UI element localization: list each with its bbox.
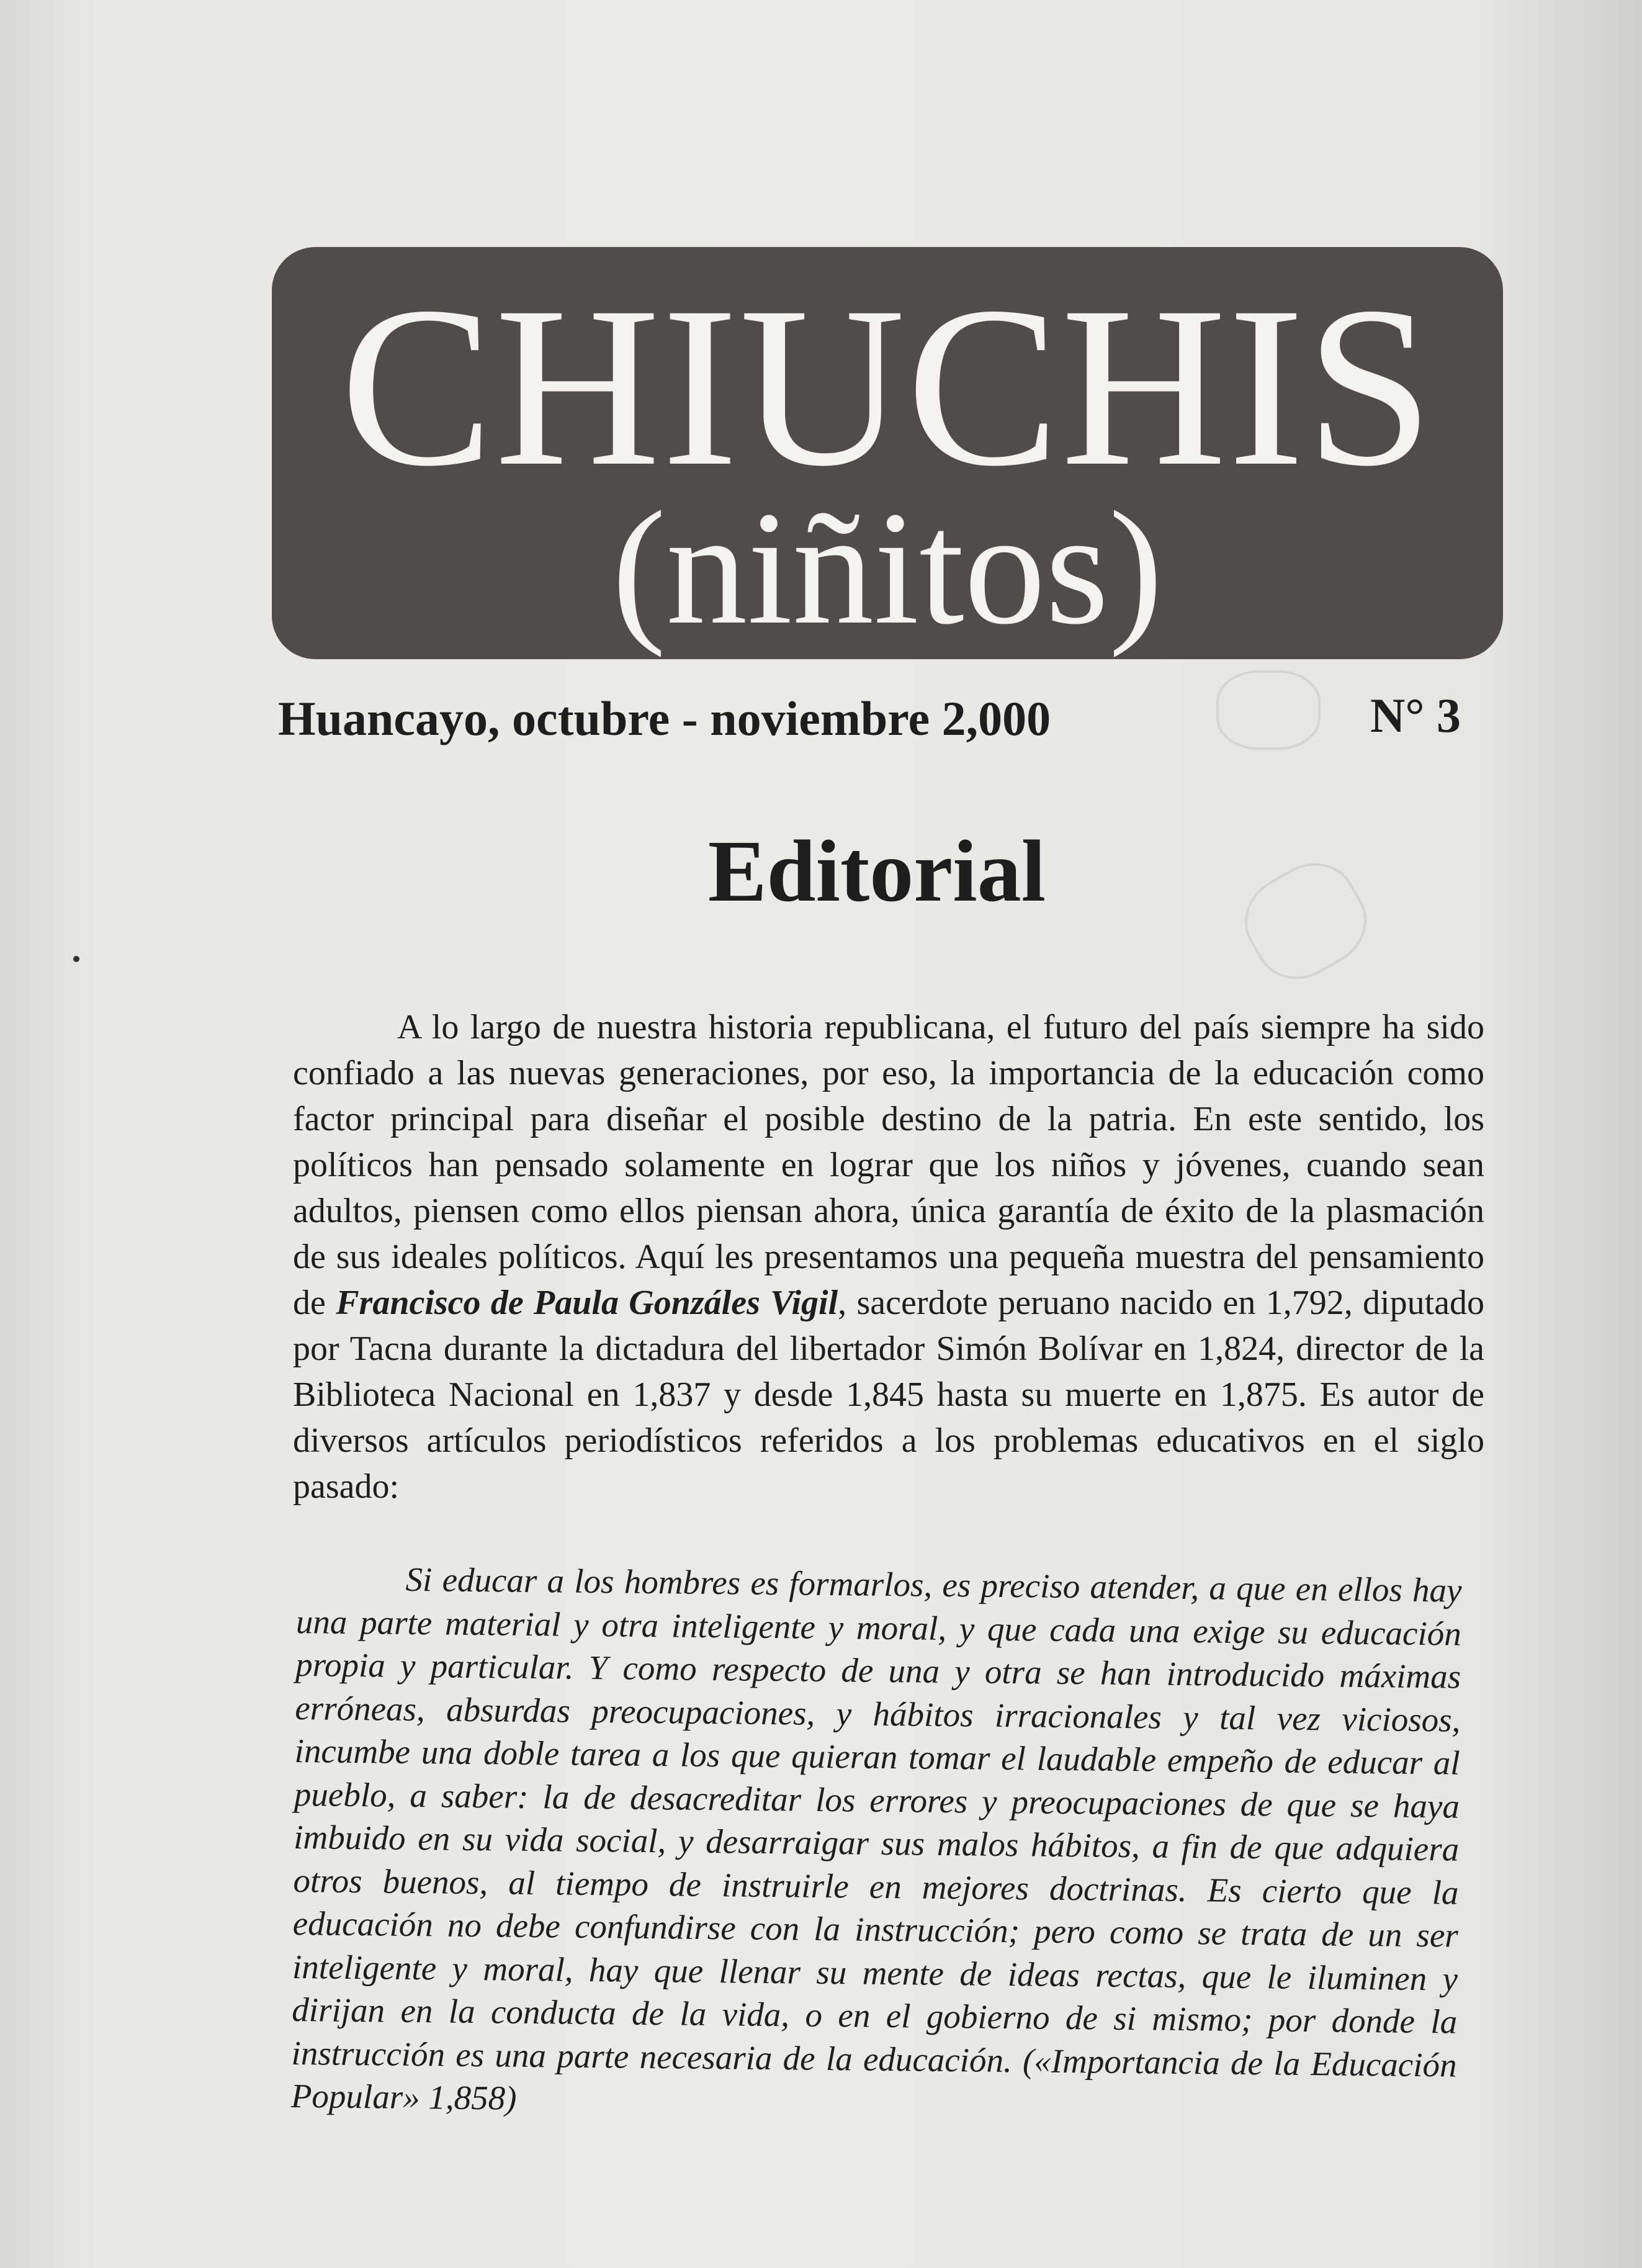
issue-number: N° 3: [1370, 688, 1461, 742]
issue-place-date: Huancayo, octubre - noviembre 2,000: [278, 691, 1051, 745]
editorial-paragraph-part2: , sacerdote peruano nacido en 1,792, diputado por Tacna durante la dictadura del libertador Simón Bolívar en 1,824, director de la Biblioteca Nacional en 1,837 y desde 1,845 hasta su muerte en 1,875. Es autor de diversos artículos periodísticos referidos a los problemas educativos en el siglo pasado:: [293, 1284, 1484, 1506]
editorial-quote: [291, 1557, 1462, 2130]
editorial-paragraph-part1: A lo largo de nuestra historia republicana, el futuro del país siempre ha sido confiado a las nuevas generaciones, por eso, la importancia de la educación como factor principal para diseñar el posible destino de la patria. En este sentido, los políticos han pensado solamente en lograr que los niños y jóvenes, cuando sean adultos, piensen como ellos piensan ahora, única garantía de éxito de la plasmación de sus ideales políticos. Aquí les presentamos una pequeña muestra del pensamiento de: [293, 1008, 1484, 1322]
editorial-heading: Editorial: [707, 822, 1046, 920]
quote-text: Si educar a los hombres es formarlos, es preciso atender, a que en ellos hay una parte material y otra inteligente y moral, y que cada una exige su educación propia y particular. Y como respecto de una y otra se han introducido máximas erróneas, absurdas preocupaciones, y hábitos irracionales y tal vez viciosos, incumbe una doble tarea a los que quieran tomar el laudable empeño de educar al pueblo, a saber: la de desacreditar los errores y preocupaciones de que se haya imbuido en su vida social, y desarraigar sus malos hábitos, a fin de que adquiera otros buenos, al tiempo de instruirle en mejores doctrinas. Es cierto que la educación no debe confundirse con la instrucción; pero como se trata de un ser inteligente y moral, hay que llenar su mente de ideas rectas, que le iluminen y dirijan en la conducta de la vida, o en el gobierno de si mismo; por donde la instrucción es una parte necesaria de la educación. («Importancia de la Educación Popular» 1,858): [290, 1560, 1462, 2117]
quote-indent: [296, 1590, 405, 1591]
author-name: Francisco de Paula Gonzáles Vigil: [336, 1284, 838, 1322]
masthead-banner: [272, 247, 1503, 659]
masthead-title: CHIUCHIS: [340, 259, 1435, 514]
ink-speck: [73, 956, 79, 962]
masthead-subtitle: (niñitos): [612, 478, 1163, 658]
editorial-paragraph: [293, 1004, 1484, 1510]
pencil-mark: [1216, 670, 1321, 750]
